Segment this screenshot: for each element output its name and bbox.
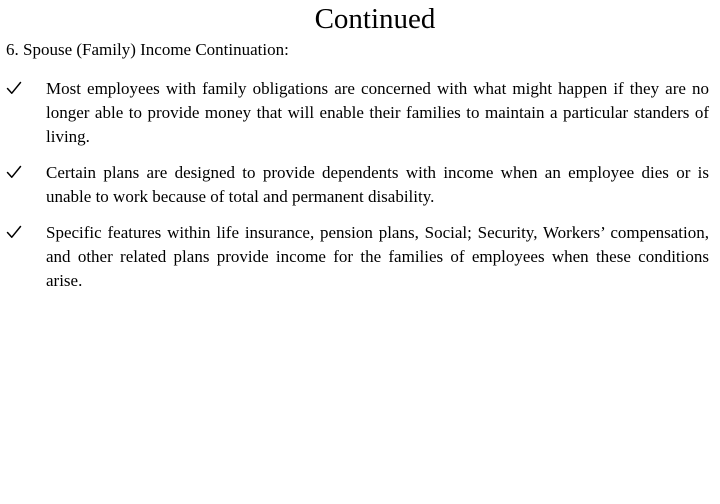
slide-title: Continued (314, 3, 436, 35)
check-icon (6, 224, 22, 240)
check-icon (6, 164, 22, 180)
bullet-text: Certain plans are designed to provide dependents with income when an employee dies or is unable to work because of total and permanent disability. (46, 163, 709, 206)
check-icon (6, 80, 22, 96)
bullet-text: Most employees with family obligations are concerned with what might happen if they are no longer able to provide money that will enable their families to maintain a particular standers of living. (46, 79, 709, 146)
section-heading: 6. Spouse (Family) Income Continuation: (6, 40, 289, 59)
bullet-text: Specific features within life insurance, pension plans, Social; Security, Workers’ compensation, and other related plans provide income for the families of employees when these conditions arise. (46, 223, 709, 290)
